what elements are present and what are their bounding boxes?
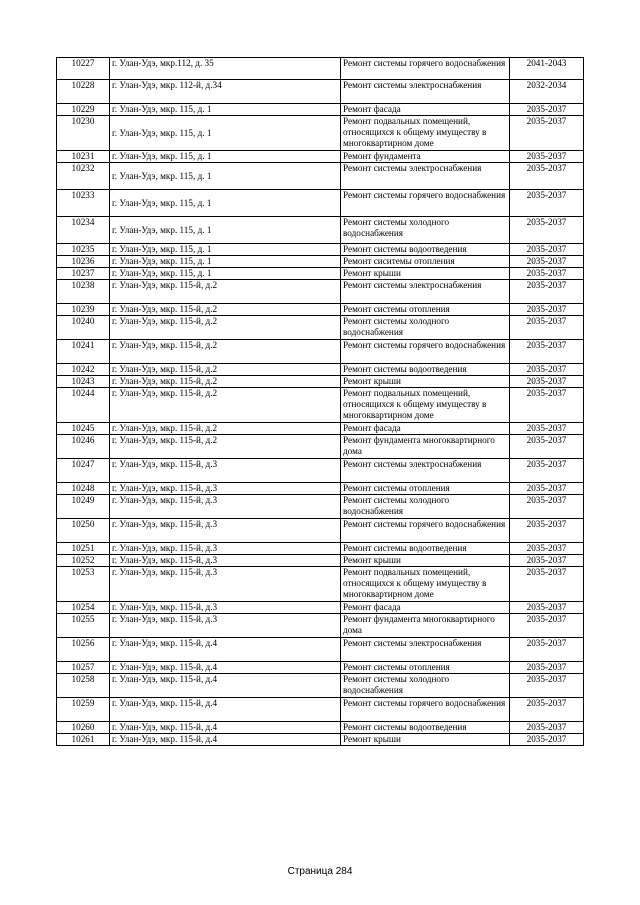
row-work-type: Ремонт системы отопления <box>341 662 510 674</box>
row-period: 2035-2037 <box>510 256 584 268</box>
row-work-type: Ремонт крыши <box>341 376 510 388</box>
row-address: г. Улан-Удэ, мкр. 115, д. 1 <box>110 151 341 163</box>
row-period: 2035-2037 <box>510 116 584 151</box>
table-row <box>57 217 584 244</box>
row-work-type: Ремонт фундамента многоквартирного дома <box>341 435 510 459</box>
row-period: 2035-2037 <box>510 722 584 734</box>
row-address: г. Улан-Удэ, мкр. 115-й, д.4 <box>110 662 341 674</box>
row-work-type: Ремонт системы холодного водоснабжения <box>341 217 510 244</box>
row-address: г. Улан-Удэ, мкр. 115, д. 1 <box>110 244 341 256</box>
row-id: 10233 <box>57 190 110 217</box>
row-address: г. Улан-Удэ, мкр. 115-й, д.4 <box>110 638 341 662</box>
table-row <box>57 495 584 519</box>
row-address: г. Улан-Удэ, мкр. 115-й, д.3 <box>110 495 341 519</box>
row-work-type: Ремонт системы горячего водоснабжения <box>341 698 510 722</box>
row-period: 2041-2043 <box>510 58 584 80</box>
row-period: 2035-2037 <box>510 304 584 316</box>
row-work-type: Ремонт крыши <box>341 268 510 280</box>
table-row <box>57 674 584 698</box>
row-id: 10247 <box>57 459 110 483</box>
row-id: 10256 <box>57 638 110 662</box>
row-work-type: Ремонт системы горячего водоснабжения <box>341 340 510 364</box>
row-work-type: Ремонт системы водоотведения <box>341 543 510 555</box>
row-address: г. Улан-Удэ, мкр. 115-й, д.2 <box>110 376 341 388</box>
row-work-type: Ремонт системы электроснабжения <box>341 280 510 304</box>
table-row <box>57 614 584 638</box>
row-period: 2035-2037 <box>510 244 584 256</box>
table-row <box>57 304 584 316</box>
row-period: 2035-2037 <box>510 435 584 459</box>
row-id: 10239 <box>57 304 110 316</box>
row-work-type: Ремонт системы горячего водоснабжения <box>341 58 510 80</box>
row-period: 2035-2037 <box>510 519 584 543</box>
row-id: 10255 <box>57 614 110 638</box>
row-id: 10245 <box>57 423 110 435</box>
row-address: г. Улан-Удэ, мкр. 115-й, д.4 <box>110 734 341 746</box>
row-work-type: Ремонт системы электроснабжения <box>341 638 510 662</box>
row-address: г. Улан-Удэ, мкр.112, д. 35 <box>110 58 341 80</box>
row-address: г. Улан-Удэ, мкр. 115-й, д.2 <box>110 340 341 364</box>
row-id: 10243 <box>57 376 110 388</box>
row-id: 10232 <box>57 163 110 190</box>
table-row <box>57 364 584 376</box>
row-address: г. Улан-Удэ, мкр. 115, д. 1 <box>110 190 341 217</box>
row-work-type: Ремонт фасада <box>341 423 510 435</box>
row-period: 2035-2037 <box>510 376 584 388</box>
table-body <box>57 58 584 746</box>
row-id: 10238 <box>57 280 110 304</box>
row-work-type: Ремонт фундамента <box>341 151 510 163</box>
row-work-type: Ремонт системы водоотведения <box>341 722 510 734</box>
row-id: 10249 <box>57 495 110 519</box>
row-work-type: Ремонт системы водоотведения <box>341 364 510 376</box>
row-work-type: Ремонт подвальных помещений, относящихся к общему имуществу в многоквартирном доме <box>341 116 510 151</box>
row-period: 2035-2037 <box>510 734 584 746</box>
row-address: г. Улан-Удэ, мкр. 115-й, д.4 <box>110 698 341 722</box>
row-work-type: Ремонт системы электроснабжения <box>341 163 510 190</box>
row-id: 10253 <box>57 567 110 602</box>
row-work-type: Ремонт системы водоотведения <box>341 244 510 256</box>
table-row <box>57 190 584 217</box>
table-row <box>57 268 584 280</box>
table-row <box>57 116 584 151</box>
row-address: г. Улан-Удэ, мкр. 115-й, д.3 <box>110 614 341 638</box>
table-row <box>57 244 584 256</box>
row-work-type: Ремонт крыши <box>341 734 510 746</box>
row-id: 10248 <box>57 483 110 495</box>
row-period: 2035-2037 <box>510 280 584 304</box>
row-period: 2035-2037 <box>510 638 584 662</box>
row-work-type: Ремонт фундамента многоквартирного дома <box>341 614 510 638</box>
row-period: 2035-2037 <box>510 555 584 567</box>
row-address: г. Улан-Удэ, мкр. 115-й, д.3 <box>110 483 341 495</box>
row-id: 10254 <box>57 602 110 614</box>
page-footer <box>0 866 640 877</box>
table-row <box>57 256 584 268</box>
row-id: 10241 <box>57 340 110 364</box>
row-period: 2035-2037 <box>510 163 584 190</box>
row-address: г. Улан-Удэ, мкр. 115-й, д.3 <box>110 459 341 483</box>
row-period: 2035-2037 <box>510 423 584 435</box>
table-row <box>57 388 584 423</box>
row-period: 2035-2037 <box>510 698 584 722</box>
row-period: 2035-2037 <box>510 388 584 423</box>
row-id: 10261 <box>57 734 110 746</box>
row-address: г. Улан-Удэ, мкр. 115-й, д.2 <box>110 388 341 423</box>
row-address: г. Улан-Удэ, мкр. 112-й, д.34 <box>110 80 341 104</box>
row-id: 10260 <box>57 722 110 734</box>
row-address: г. Улан-Удэ, мкр. 115-й, д.3 <box>110 602 341 614</box>
row-period: 2035-2037 <box>510 543 584 555</box>
row-work-type: Ремонт системы холодного водоснабжения <box>341 674 510 698</box>
row-work-type: Ремонт системы горячего водоснабжения <box>341 519 510 543</box>
row-work-type: Ремонт системы электроснабжения <box>341 459 510 483</box>
row-id: 10252 <box>57 555 110 567</box>
row-period: 2035-2037 <box>510 268 584 280</box>
row-address: г. Улан-Удэ, мкр. 115, д. 1 <box>110 217 341 244</box>
row-work-type: Ремонт системы горячего водоснабжения <box>341 190 510 217</box>
table-row <box>57 662 584 674</box>
table-row <box>57 423 584 435</box>
row-id: 10246 <box>57 435 110 459</box>
row-work-type: Ремонт сиситемы отопления <box>341 256 510 268</box>
row-work-type: Ремонт фасада <box>341 104 510 116</box>
table-row <box>57 104 584 116</box>
row-period: 2035-2037 <box>510 483 584 495</box>
row-id: 10244 <box>57 388 110 423</box>
row-period: 2035-2037 <box>510 104 584 116</box>
row-id: 10231 <box>57 151 110 163</box>
row-address: г. Улан-Удэ, мкр. 115-й, д.2 <box>110 280 341 304</box>
row-work-type: Ремонт фасада <box>341 602 510 614</box>
row-period: 2035-2037 <box>510 495 584 519</box>
table-row <box>57 567 584 602</box>
row-period: 2035-2037 <box>510 674 584 698</box>
row-id: 10259 <box>57 698 110 722</box>
row-period: 2035-2037 <box>510 662 584 674</box>
row-address: г. Улан-Удэ, мкр. 115-й, д.2 <box>110 423 341 435</box>
row-address: г. Улан-Удэ, мкр. 115-й, д.3 <box>110 519 341 543</box>
row-address: г. Улан-Удэ, мкр. 115-й, д.2 <box>110 364 341 376</box>
table-row <box>57 722 584 734</box>
page-number: Страница 284 <box>287 866 353 877</box>
row-address: г. Улан-Удэ, мкр. 115-й, д.2 <box>110 435 341 459</box>
table-row <box>57 638 584 662</box>
table-row <box>57 519 584 543</box>
row-id: 10236 <box>57 256 110 268</box>
table-row <box>57 316 584 340</box>
row-id: 10251 <box>57 543 110 555</box>
row-address: г. Улан-Удэ, мкр. 115-й, д.3 <box>110 567 341 602</box>
row-work-type: Ремонт системы электроснабжения <box>341 80 510 104</box>
row-address: г. Улан-Удэ, мкр. 115-й, д.2 <box>110 316 341 340</box>
row-work-type: Ремонт подвальных помещений, относящихся к общему имуществу в многоквартирном доме <box>341 388 510 423</box>
row-id: 10257 <box>57 662 110 674</box>
row-address: г. Улан-Удэ, мкр. 115-й, д.4 <box>110 722 341 734</box>
row-id: 10235 <box>57 244 110 256</box>
table-row <box>57 280 584 304</box>
table-row <box>57 459 584 483</box>
row-id: 10237 <box>57 268 110 280</box>
row-address: г. Улан-Удэ, мкр. 115, д. 1 <box>110 268 341 280</box>
row-address: г. Улан-Удэ, мкр. 115, д. 1 <box>110 256 341 268</box>
row-address: г. Улан-Удэ, мкр. 115-й, д.3 <box>110 555 341 567</box>
table-row <box>57 435 584 459</box>
row-id: 10229 <box>57 104 110 116</box>
row-address: г. Улан-Удэ, мкр. 115, д. 1 <box>110 104 341 116</box>
row-period: 2035-2037 <box>510 316 584 340</box>
row-period: 2035-2037 <box>510 602 584 614</box>
table-row <box>57 58 584 80</box>
row-id: 10230 <box>57 116 110 151</box>
table-row <box>57 698 584 722</box>
row-work-type: Ремонт крыши <box>341 555 510 567</box>
table-row <box>57 483 584 495</box>
row-address: г. Улан-Удэ, мкр. 115-й, д.2 <box>110 304 341 316</box>
row-work-type: Ремонт системы отопления <box>341 304 510 316</box>
row-id: 10227 <box>57 58 110 80</box>
table-row <box>57 151 584 163</box>
row-period: 2035-2037 <box>510 614 584 638</box>
row-work-type: Ремонт подвальных помещений, относящихся к общему имуществу в многоквартирном доме <box>341 567 510 602</box>
row-id: 10242 <box>57 364 110 376</box>
row-id: 10234 <box>57 217 110 244</box>
row-period: 2035-2037 <box>510 217 584 244</box>
row-address: г. Улан-Удэ, мкр. 115-й, д.3 <box>110 543 341 555</box>
table-row <box>57 734 584 746</box>
row-work-type: Ремонт системы отопления <box>341 483 510 495</box>
row-period: 2035-2037 <box>510 151 584 163</box>
row-period: 2035-2037 <box>510 340 584 364</box>
table-row <box>57 555 584 567</box>
table-row <box>57 602 584 614</box>
row-period: 2035-2037 <box>510 459 584 483</box>
row-work-type: Ремонт системы холодного водоснабжения <box>341 495 510 519</box>
row-address: г. Улан-Удэ, мкр. 115, д. 1 <box>110 116 341 151</box>
row-period: 2032-2034 <box>510 80 584 104</box>
row-id: 10250 <box>57 519 110 543</box>
row-work-type: Ремонт системы холодного водоснабжения <box>341 316 510 340</box>
row-period: 2035-2037 <box>510 567 584 602</box>
repair-schedule-table <box>56 57 584 746</box>
row-id: 10228 <box>57 80 110 104</box>
table-row <box>57 163 584 190</box>
row-period: 2035-2037 <box>510 364 584 376</box>
table-row <box>57 543 584 555</box>
table-row <box>57 376 584 388</box>
table-row <box>57 340 584 364</box>
table-row <box>57 80 584 104</box>
row-address: г. Улан-Удэ, мкр. 115-й, д.4 <box>110 674 341 698</box>
row-id: 10240 <box>57 316 110 340</box>
row-address: г. Улан-Удэ, мкр. 115, д. 1 <box>110 163 341 190</box>
row-period: 2035-2037 <box>510 190 584 217</box>
row-id: 10258 <box>57 674 110 698</box>
